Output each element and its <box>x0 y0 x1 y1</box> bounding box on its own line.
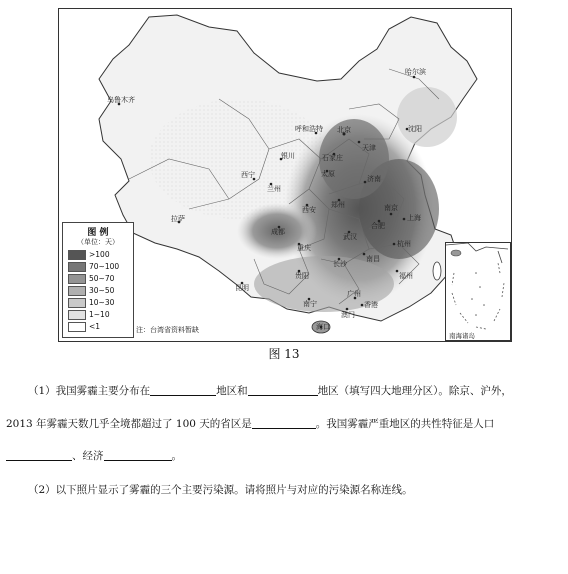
answer-blank[interactable] <box>104 448 172 461</box>
legend-unit: （单位：天） <box>77 238 119 246</box>
figure-caption: 图 13 <box>268 347 300 361</box>
legend-item <box>68 310 132 319</box>
city-label: 杭州 <box>397 240 411 248</box>
city-label: 长沙 <box>333 260 347 268</box>
city-label: 广州 <box>347 290 361 298</box>
q1-text: 2013 年雾霾天数几乎全境都超过了 100 天的省区是 <box>6 418 252 430</box>
legend-label: <1 <box>89 322 101 331</box>
legend-item <box>68 250 132 259</box>
q1-text: 、经济 <box>72 450 104 462</box>
answer-blank[interactable] <box>252 416 316 429</box>
legend-swatch <box>68 310 86 320</box>
question-1-line-2 <box>6 411 562 437</box>
city-label: 武汉 <box>343 233 357 241</box>
answer-blank[interactable] <box>248 383 318 396</box>
city-label: 海口 <box>316 323 330 331</box>
city-label: 太原 <box>321 170 335 178</box>
map-legend <box>62 222 134 338</box>
legend-label: 50~70 <box>89 274 115 283</box>
legend-swatch <box>68 274 86 284</box>
legend-swatch <box>68 262 86 272</box>
city-label: 郑州 <box>331 201 345 209</box>
city-label: 银川 <box>281 152 295 160</box>
inset-svg <box>446 243 510 340</box>
legend-label: >100 <box>89 250 110 259</box>
legend-label: 30~50 <box>89 286 115 295</box>
q1-text: 地区和 <box>216 385 248 397</box>
answer-blank[interactable] <box>150 383 216 396</box>
city-label: 乌鲁木齐 <box>107 96 135 104</box>
inset-label: 南海诸岛 <box>449 332 475 340</box>
city-label: 呼和浩特 <box>295 125 323 133</box>
city-label: 上海 <box>407 214 421 222</box>
legend-item <box>68 286 132 295</box>
city-label: 哈尔滨 <box>405 68 426 76</box>
q1-text: 地区（填写四大地理分区）。除京、沪外， <box>317 385 512 397</box>
legend-label: 1~10 <box>89 310 110 319</box>
city-label: 石家庄 <box>322 154 343 162</box>
city-label: 沈阳 <box>408 125 422 133</box>
city-label: 西安 <box>302 206 316 214</box>
answer-blank[interactable] <box>6 448 72 461</box>
city-label: 香港 <box>364 301 378 309</box>
city-label: 福州 <box>399 272 413 280</box>
city-label: 成都 <box>271 228 285 236</box>
city-label: 重庆 <box>297 244 311 252</box>
legend-item <box>68 262 132 271</box>
city-label: 西宁 <box>241 171 255 179</box>
q1-text: （1）我国雾霾主要分布在 <box>28 385 151 397</box>
legend-swatch <box>68 250 86 260</box>
city-label: 澳门 <box>341 311 355 319</box>
legend-swatch <box>68 298 86 308</box>
city-label: 南昌 <box>366 255 380 263</box>
question-2: （2）以下照片显示了雾霾的三个主要污染源。请将照片与对应的污染源名称连线。 <box>28 484 413 496</box>
question-1-line-1 <box>6 378 562 404</box>
q1-text: 。 <box>171 450 182 462</box>
legend-item <box>68 322 132 331</box>
legend-title: 图 例 <box>87 228 109 238</box>
city-label: 昆明 <box>235 284 249 292</box>
city-label: 南京 <box>384 204 398 212</box>
city-label: 天津 <box>362 144 376 152</box>
legend-label: 10~30 <box>89 298 115 307</box>
city-label: 拉萨 <box>171 215 185 223</box>
map-note: 注：台湾省资料暂缺 <box>136 326 199 334</box>
question-1-line-3 <box>6 443 562 469</box>
city-label: 北京 <box>337 126 351 134</box>
city-label: 济南 <box>367 175 381 183</box>
legend-item <box>68 274 132 283</box>
city-label: 贵阳 <box>295 272 309 280</box>
q1-text: 。我国雾霾严重地区的共性特征是人口 <box>315 418 495 430</box>
city-label: 合肥 <box>371 222 385 230</box>
legend-swatch <box>68 286 86 296</box>
south-china-sea-inset <box>445 242 511 341</box>
legend-label: 70~100 <box>89 262 120 271</box>
city-label: 兰州 <box>267 185 281 193</box>
city-label: 南宁 <box>303 300 317 308</box>
legend-swatch <box>68 322 86 332</box>
legend-item <box>68 298 132 307</box>
